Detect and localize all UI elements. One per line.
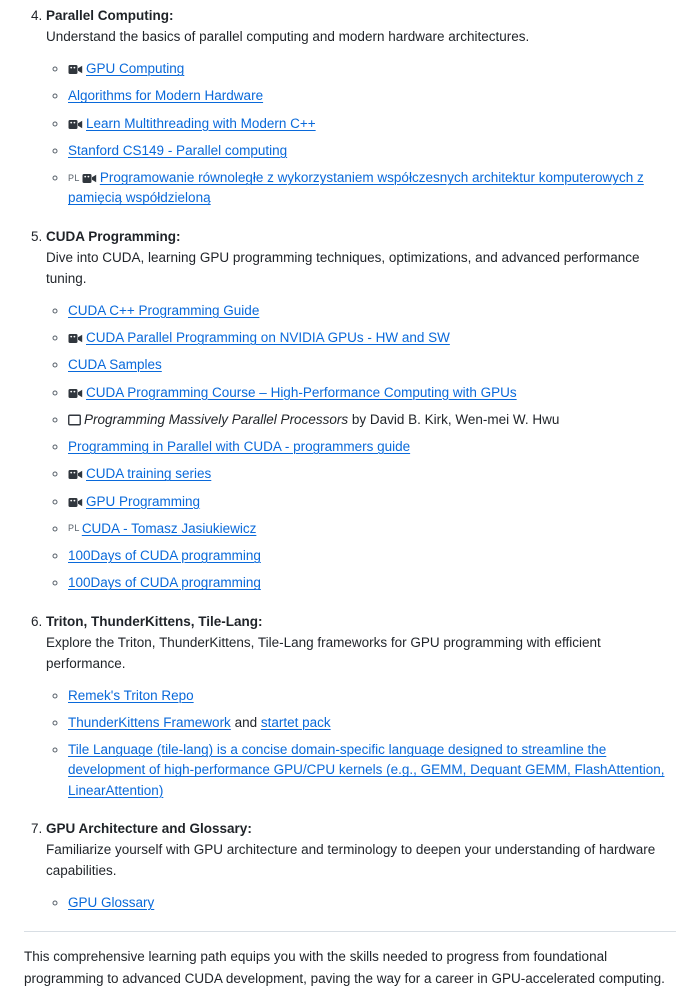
section-description: Explore the Triton, ThunderKittens, Tile-Lang frameworks for GPU programming with efficient performance. bbox=[46, 634, 601, 671]
language-tag-pl: PL bbox=[68, 523, 80, 534]
list-item bbox=[68, 713, 676, 733]
link-cuda-samples[interactable]: CUDA Samples bbox=[68, 357, 162, 373]
list-item bbox=[68, 301, 676, 321]
list-item bbox=[68, 141, 676, 161]
list-item bbox=[68, 383, 676, 403]
video-camera-icon bbox=[68, 116, 83, 127]
link-list bbox=[46, 686, 676, 801]
video-camera-icon bbox=[68, 385, 83, 396]
closing-paragraph: This comprehensive learning path equips you with the skills needed to progress from foundational programming to advanced CUDA development, paving the way for a career in GPU-accelerated computing. bbox=[24, 949, 665, 986]
link-list bbox=[46, 59, 676, 209]
link-cuda-parallel-programming-nvidia[interactable]: CUDA Parallel Programming on NVIDIA GPUs - HW and SW bbox=[86, 330, 450, 346]
list-item bbox=[68, 86, 676, 106]
link-programming-in-parallel-with-cuda[interactable]: Programming in Parallel with CUDA - programmers guide bbox=[68, 439, 411, 455]
book-authors: by David B. Kirk, Wen-mei W. Hwu bbox=[348, 411, 560, 427]
link-stanford-cs149[interactable]: Stanford CS149 - Parallel computing bbox=[68, 142, 288, 158]
section-parallel-computing bbox=[46, 6, 676, 209]
link-list bbox=[46, 893, 676, 913]
link-list bbox=[46, 301, 676, 594]
book-title: Programming Massively Parallel Processors bbox=[84, 411, 349, 427]
link-cuda-programming-course[interactable]: CUDA Programming Course – High-Performance Computing with GPUs bbox=[86, 384, 517, 400]
video-camera-icon bbox=[68, 494, 83, 505]
list-item bbox=[68, 740, 676, 801]
section-description: Dive into CUDA, learning GPU programming techniques, optimizations, and advanced performance tuning. bbox=[46, 249, 640, 286]
list-item bbox=[68, 114, 676, 134]
section-title: 6. Triton, ThunderKittens, Tile-Lang: bbox=[46, 613, 263, 629]
list-item bbox=[68, 59, 676, 79]
list-item bbox=[68, 464, 676, 484]
book-icon bbox=[68, 412, 81, 424]
link-programowanie-rownolegle[interactable]: Programowanie równoległe z wykorzystaniem współczesnych architektur komputerowych z pamięcią współdzieloną bbox=[68, 170, 644, 206]
link-learn-multithreading[interactable]: Learn Multithreading with Modern C++ bbox=[86, 115, 316, 131]
list-item bbox=[68, 328, 676, 348]
link-algorithms-modern-hardware[interactable]: Algorithms for Modern Hardware bbox=[68, 88, 264, 104]
list-item bbox=[68, 410, 676, 430]
section-title: 4. Parallel Computing: bbox=[46, 8, 174, 23]
link-100days-cuda-1[interactable]: 100Days of CUDA programming bbox=[68, 548, 261, 564]
video-camera-icon bbox=[68, 466, 83, 477]
section-description: Understand the basics of parallel computing and modern hardware architectures. bbox=[46, 29, 530, 45]
conjunction-text: and bbox=[230, 714, 261, 730]
section-title: 5. CUDA Programming: bbox=[46, 228, 181, 244]
list-item bbox=[68, 893, 676, 913]
list-item bbox=[68, 519, 676, 539]
section-triton-thunderkittens-tilelang bbox=[46, 612, 676, 801]
section-gpu-architecture-glossary bbox=[46, 819, 676, 913]
link-gpu-glossary[interactable]: GPU Glossary bbox=[68, 894, 155, 910]
list-item bbox=[68, 355, 676, 375]
list-item bbox=[68, 437, 676, 457]
link-cuda-training-series[interactable]: CUDA training series bbox=[86, 466, 212, 482]
video-camera-icon bbox=[68, 330, 83, 341]
list-item bbox=[68, 546, 676, 566]
section-divider bbox=[24, 931, 676, 932]
link-gpu-computing[interactable]: GPU Computing bbox=[86, 61, 185, 77]
section-description: Familiarize yourself with GPU architecture and terminology to deepen your understanding of hardware capabilities. bbox=[46, 842, 656, 879]
link-cuda-tomasz-jasiukiewicz[interactable]: CUDA - Tomasz Jasiukiewicz bbox=[81, 520, 257, 536]
link-cuda-cpp-programming-guide[interactable]: CUDA C++ Programming Guide bbox=[68, 302, 260, 318]
link-tile-language[interactable]: Tile Language (tile-lang) is a concise domain-specific language designed to streamline the development of high-performance GPU/CPU kernels (e.g., GEMM, Dequant GEMM, FlashAttention, LinearAttention) bbox=[68, 742, 665, 798]
video-camera-icon bbox=[82, 170, 97, 181]
link-remeks-triton-repo[interactable]: Remek's Triton Repo bbox=[68, 687, 194, 703]
list-item bbox=[68, 168, 676, 209]
link-thunderkittens-framework[interactable]: ThunderKittens Framework bbox=[68, 714, 231, 730]
section-list bbox=[24, 6, 676, 913]
link-gpu-programming[interactable]: GPU Programming bbox=[86, 493, 201, 509]
language-tag-pl: PL bbox=[68, 172, 80, 183]
list-item bbox=[68, 573, 676, 593]
list-item bbox=[68, 686, 676, 706]
list-item bbox=[68, 492, 676, 512]
link-100days-cuda-2[interactable]: 100Days of CUDA programming bbox=[68, 575, 261, 591]
video-camera-icon bbox=[68, 61, 83, 72]
link-startet-pack[interactable]: startet pack bbox=[260, 714, 331, 730]
section-cuda-programming bbox=[46, 227, 676, 594]
section-title: 7. GPU Architecture and Glossary: bbox=[46, 820, 252, 836]
